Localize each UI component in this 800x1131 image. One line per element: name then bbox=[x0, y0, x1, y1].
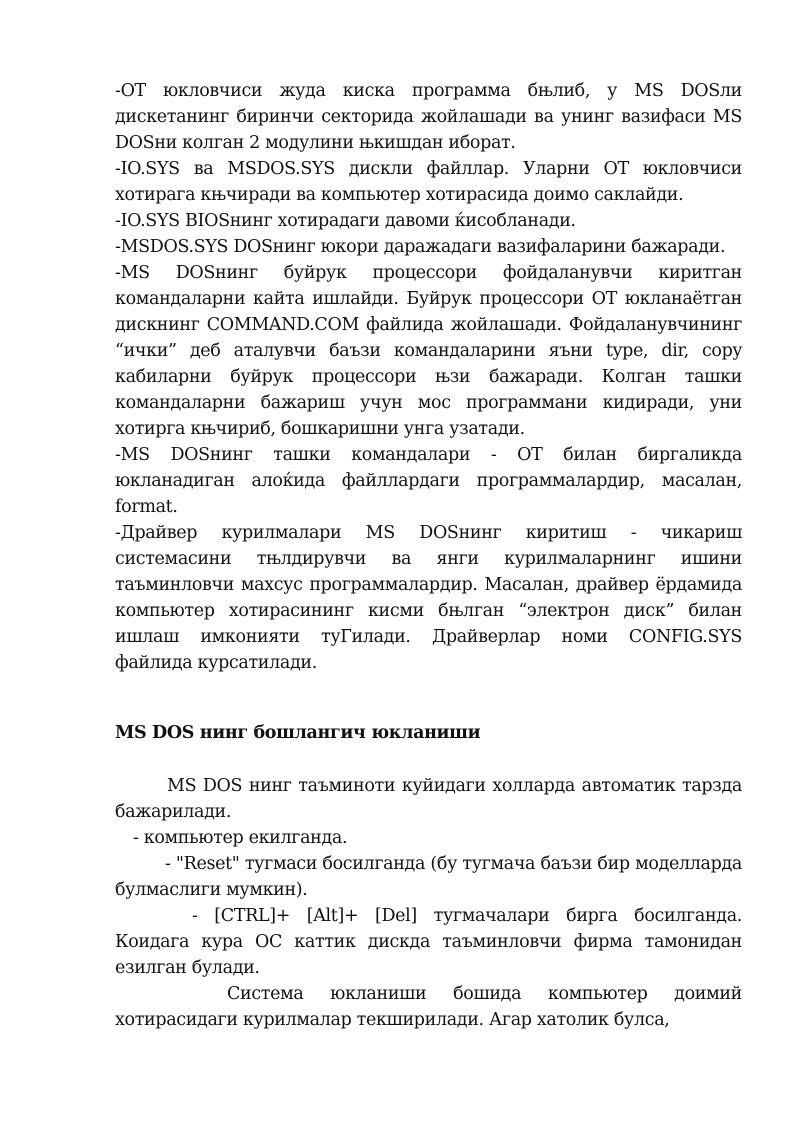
boot-condition-power-on: - компьютер екилганда. bbox=[133, 828, 348, 848]
section-heading: MS DOS нинг бошлангич юкланиши bbox=[115, 723, 481, 743]
paragraph-external-commands: -MS DOSнинг ташки командалари - ОТ билан биргаликда юкланадиган алоќида файллардаги программалардир, масалан, format. bbox=[115, 445, 742, 517]
boot-condition-reset: - "Reset" тугмаси босилганда (бу тугмача баъзи бир моделларда булмаслиги мумкин). bbox=[115, 854, 742, 900]
paragraph-device-drivers: -Драйвер курилмалари MS DOSнинг киритиш - чикариш системасини тњлдирувчи ва янги курилмаларнинг ишини таъминловчи махсус программалардир. Масалан, драйвер ёрдамида компьютер хотирасининг кисми бњлган “электрон диск” билан ишлаш имконияти туГилади. Драйверлар номи CONFIG.SYS файлида курсатилади. bbox=[115, 523, 742, 673]
paragraph-bootloader: -ОТ юкловчиси жуда киска программа бњлиб, у MS DOSли дискетанинг биринчи секторида жойлашади ва унинг вазифаси MS DOSни колган 2 модулини њкишдан иборат. bbox=[115, 81, 742, 153]
boot-condition-ctrl-alt-del: - [CTRL]+ [Alt]+ [Del] тугмачалари бирга босилганда. Коидага кура ОС каттик дискда таъминловчи фирма тамонидан езилган булади. bbox=[115, 906, 742, 978]
section-intro: MS DOS нинг таъминоти куйидаги холларда автоматик тарзда бажарилади. bbox=[115, 776, 742, 822]
paragraph-command-processor: -MS DOSнинг буйрук процессори фойдаланувчи киритган командаларни кайта ишлайди. Буйрук процессори ОТ юкланаётган дискнинг COMMAND.COM файлида жойлашади. Фойдаланувчининг “ички” деб аталувчи баъзи командаларини яъни type, dir, copy кабиларни буйрук процессори њзи бажаради. Колган ташки командаларни бажариш учун мос программани кидиради, уни хотирга књчириб, бошкаришни унга узатади. bbox=[115, 263, 742, 439]
paragraph-io-sys: -IO.SYS BIOSнинг хотирадаги давоми ќисобланади. bbox=[115, 211, 576, 231]
section-closing: Система юкланиши бошида компьютер доимий хотирасидаги курилмалар текширилади. Агар хатолик булса, bbox=[115, 984, 742, 1030]
page-content bbox=[115, 78, 742, 1033]
paragraph-msdos-sys: -MSDOS.SYS DOSнинг юкори даражадаги вазифаларини бажаради. bbox=[115, 237, 726, 257]
paragraph-disk-files: -IO.SYS ва MSDOS.SYS дискли файллар. Уларни ОТ юкловчиси хотирага књчиради ва компьютер хотирасида доимо саклайди. bbox=[115, 159, 742, 205]
